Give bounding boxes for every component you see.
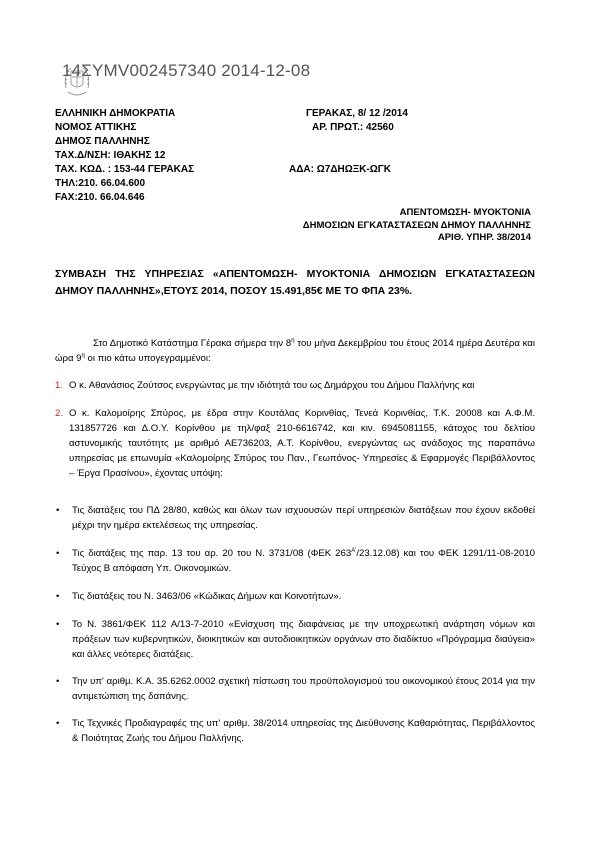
- party-number: 2.: [55, 408, 64, 419]
- bullet-icon: •: [56, 591, 60, 602]
- intro-paragraph: Στο Δημοτικό Κατάστημα Γέρακα σήμερα την $8^\eta$ του μήνα Δεκεμβρίου του έτους 2014 ημέρα Δευτέρα και ώρα $9^\eta$ οι πιο κάτω υπογεγραμμένοι:: [55, 337, 535, 364]
- consideration-text: Το Ν. 3861/ΦΕΚ 112 Α/13-7-2010 «Ενίσχυση της διαφάνειας με την υποχρεωτική ανάρτηση νόμων και πράξεων των κυβερνητικών, διοικητικών και αυτοδιοικητικών οργάνων στο διαδίκτυο «Πρόγραμμα διαύγεια» και άλλες νεότερες διατάξεις.: [72, 619, 535, 660]
- header-line-phone: ΤΗΛ:210. 66.04.600: [55, 178, 146, 189]
- header-ada-code: ΑΔΑ: Ω7ΔΗΩΞΚ-ΩΓΚ: [289, 164, 391, 175]
- subject-line-service-number: ΑΡΙΘ. ΥΠΗΡ. 38/2014: [437, 232, 531, 243]
- consideration-text: Τις διατάξεις του Ν. 3463/06 «Κώδικας Δήμων και Κοινοτήτων».: [72, 591, 342, 602]
- party-text: Ο κ. Αθανάσιος Ζούτσος ενεργώντας με την ιδιότητά του ως Δημάρχου του Δήμου Παλλήνης και: [69, 380, 475, 391]
- subject-block: [303, 207, 531, 245]
- header-line-postcode: ΤΑΧ. ΚΩΔ. : 153-44 ΓΕΡΑΚΑΣ: [55, 164, 195, 175]
- header-left-block: [55, 107, 194, 205]
- party-text: Ο κ. Καλομοίρης Σπύρος, με έδρα στην Κουτάλας Κορινθίας, Τενεά Κορινθίας, Τ.Κ. 20008 και Α.Φ.Μ. 131857726 και Δ.Ο.Υ. Κορίνθου με τηλ/φαξ 210-6616742, και κιν. 6945081155, κάτοχος του δελτίου αστυνομικής ταυτότητς με αριθμό ΑΕ736203, Α.Τ. Κορίνθου, ενεργώντας ως ανάδοχος της παραπάνω υπηρεσίας με επωνυμία «Καλομοίρης Σπύρος του Παν., Γεωπόνος- Υπηρεσίες & Εφαρμογές Περιβάλλοντος – Έργα Πρασίνου», έχοντας υπόψη:: [69, 408, 535, 479]
- header-protocol-number: ΑΡ. ΠΡΩΤ.: 42560: [312, 122, 394, 133]
- document-watermark: 14ΣΥΜV002457340 2014-12-08: [62, 61, 311, 80]
- consideration-text: Τις Τεχνικές Προδιαγραφές της υπ' αριθμ. 38/2014 υπηρεσίας της Διεύθυνσης Καθαριότητας, Περιβάλλοντος & Ποιότητας Ζωής του Δήμου Παλλήνης.: [72, 718, 535, 744]
- bullet-icon: •: [56, 505, 60, 516]
- header-place-date: ΓΕΡΑΚΑΣ, 8/ 12 /2014: [306, 108, 408, 119]
- bullet-icon: •: [56, 676, 60, 687]
- bullet-icon: •: [56, 619, 60, 630]
- consideration-text: Την υπ' αριθμ. Κ.Α. 35.6262.0002 σχετική πίστωση του προϋπολογισμού του οικονομικού έτους 2014 για την αντιμετώπιση της δαπάνης.: [72, 676, 535, 702]
- header-line-address: ΤΑΧ.Δ/ΝΣΗ: ΙΘΑΚΗΣ 12: [55, 150, 166, 161]
- header-line-prefecture: ΝΟΜΟΣ ΑΤΤΙΚΗΣ: [55, 122, 137, 133]
- consideration-item: [55, 503, 535, 533]
- consideration-item: [55, 716, 535, 746]
- bullet-icon: •: [56, 718, 60, 729]
- header-line-fax: FAX:210. 66.04.646: [55, 192, 145, 203]
- party-item-mayor: [55, 378, 535, 393]
- consideration-item: [55, 617, 535, 662]
- subject-line-service: ΑΠΕΝΤΟΜΩΣΗ- ΜΥΟΚΤΟΝΙΑ: [399, 207, 531, 218]
- consideration-text: Τις διατάξεις της παρ. 13 του αρ. 20 του Ν. 3731/08 (ΦΕΚ $263^{A'}/23.12.08$) και του ΦΕΚ 1291/11-08-2010 Τεύχος Β απόφαση Υπ. Οικονομικών.: [72, 547, 535, 574]
- header-line-republic: ΕΛΛΗΝΙΚΗ ΔΗΜΟΚΡΑΤΙΑ: [55, 108, 176, 119]
- consideration-item: [55, 546, 535, 576]
- consideration-item: [55, 589, 535, 604]
- party-item-contractor: [55, 406, 535, 481]
- contract-title: ΣΥΜΒΑΣΗ ΤΗΣ ΥΠΗΡΕΣΙΑΣ «ΑΠΕΝΤΟΜΩΣΗ- ΜΥΟΚΤΟΝΙΑ ΔΗΜΟΣΙΩΝ ΕΓΚΑΤΑΣΤΑΣΕΩΝ ΔΗΜΟΥ ΠΑΛΛΗΝΗΣ»,ΕΤΟΥΣ 2014, ΠΟΣΟΥ 15.491,85€ ΜΕ ΤΟ ΦΠΑ 23%.: [55, 268, 535, 297]
- subject-line-facilities: ΔΗΜΟΣΙΩΝ ΕΓΚΑΤΑΣΤΑΣΕΩΝ ΔΗΜΟΥ ΠΑΛΛΗΝΗΣ: [302, 219, 531, 231]
- consideration-text: Τις διατάξεις του ΠΔ 28/80, καθώς και όλων των ισχυουσών περί υπηρεσιών διατάξεων που έχουν εκδοθεί μέχρι την ημέρα εκτελέσεως της υπηρεσίας.: [72, 505, 535, 531]
- party-number: 1.: [55, 380, 64, 391]
- header-line-municipality: ΔΗΜΟΣ ΠΑΛΛΗΝΗΣ: [55, 136, 150, 147]
- bullet-icon: •: [56, 548, 60, 559]
- consideration-item: [55, 674, 535, 704]
